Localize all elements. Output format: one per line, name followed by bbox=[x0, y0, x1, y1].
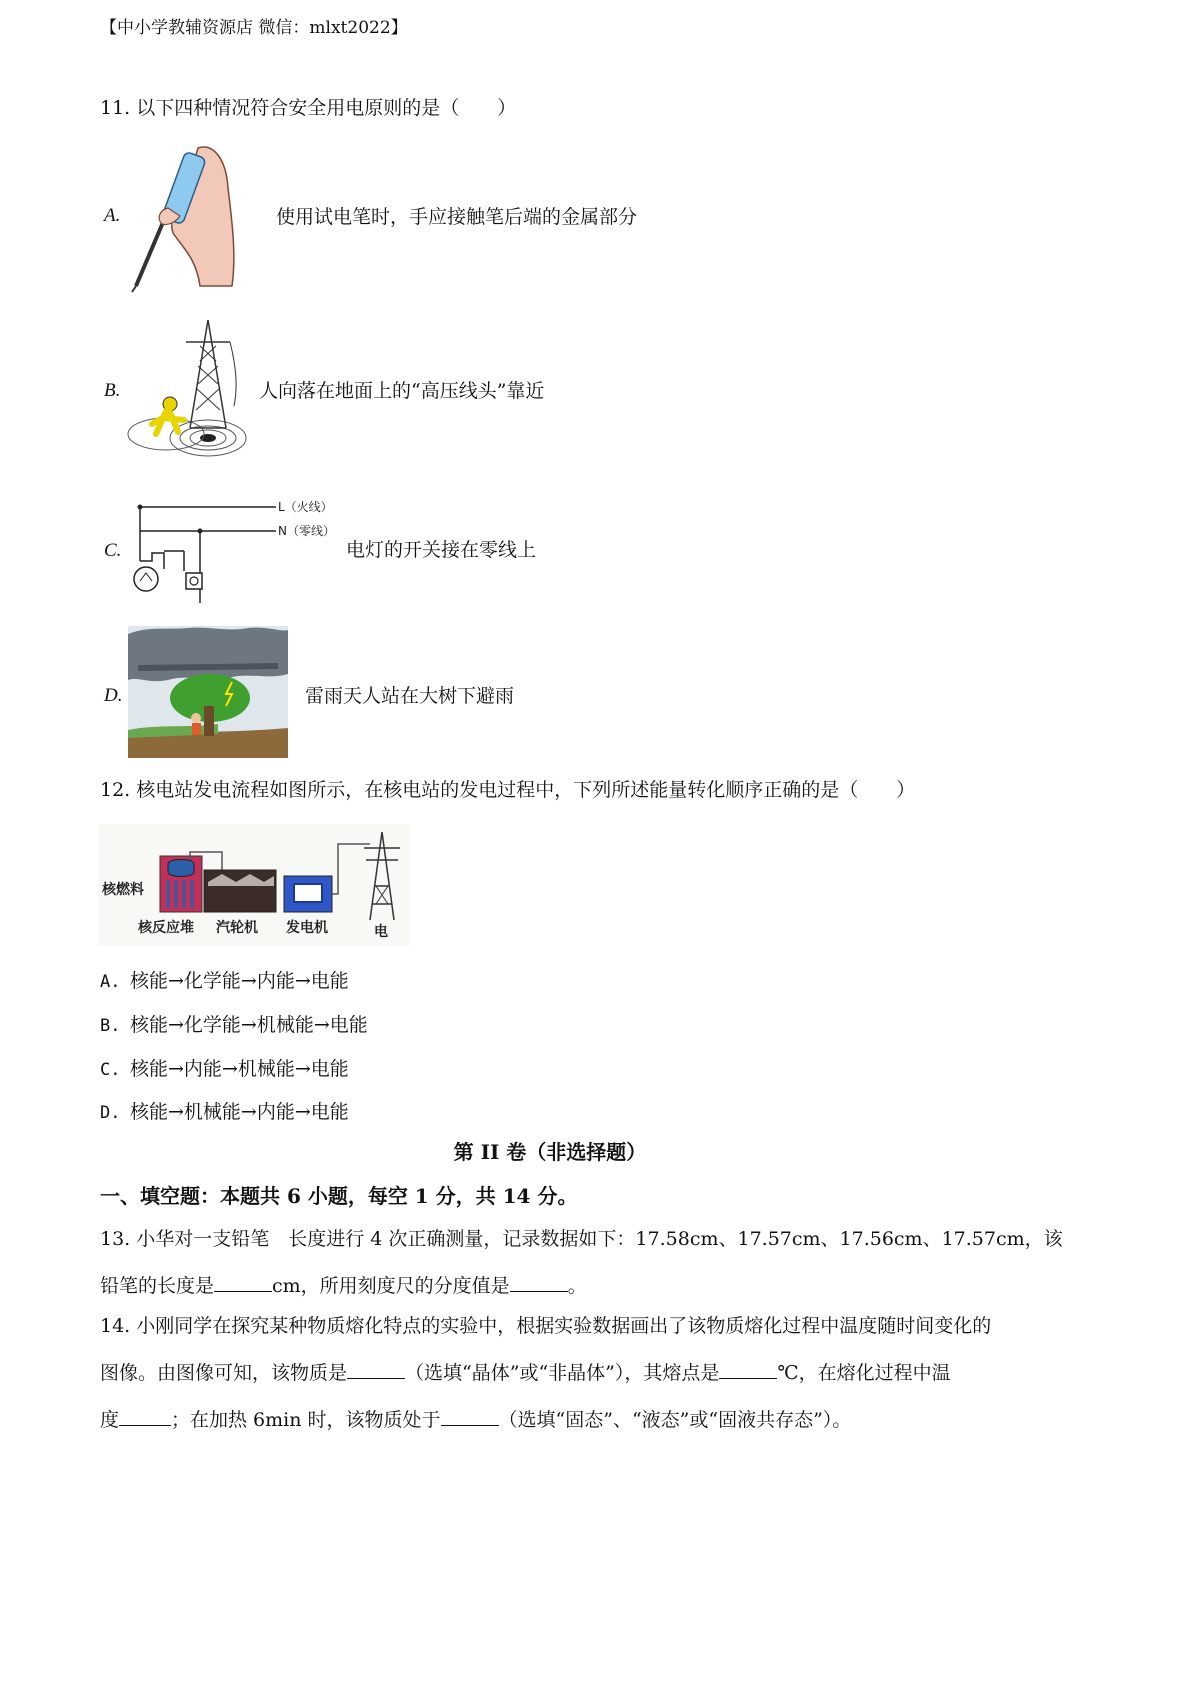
q11-option-d-text: 雷雨天人站在大树下避雨 bbox=[305, 685, 515, 707]
q12-option-d-text: 核能→机械能→内能→电能 bbox=[130, 1101, 349, 1123]
q11-option-d-label: D. bbox=[104, 685, 123, 706]
q12-option-b-label: B. bbox=[100, 1016, 121, 1036]
thunderstorm-tree-image bbox=[128, 626, 288, 758]
q13-text bbox=[100, 1216, 1100, 1310]
q14-part5: 度 bbox=[100, 1409, 120, 1431]
q14-part3: （选填“晶体”或“非晶体”），其熔点是 bbox=[405, 1362, 720, 1384]
q11-option-c-label: C. bbox=[104, 540, 122, 561]
q14-part2: 图像。由图像可知，该物质是 bbox=[100, 1362, 348, 1384]
q13-blank-length[interactable] bbox=[214, 1271, 272, 1292]
label-electricity: 电 bbox=[374, 924, 388, 940]
q12-option-a bbox=[100, 966, 349, 993]
q14-part7: （选填“固态”、“液态”或“固液共存态”）。 bbox=[498, 1409, 852, 1431]
q13-line1: 13. 小华对一支铅笔 长度进行 4 次正确测量，记录数据如下：17.58cm、17.57cm、17.56cm、17.57cm，该 bbox=[100, 1228, 1063, 1250]
header-watermark: 【中小学教辅资源店 微信：mlxt2022】 bbox=[100, 18, 408, 38]
q12-option-c bbox=[100, 1054, 349, 1081]
q11-option-c-text: 电灯的开关接在零线上 bbox=[346, 539, 537, 561]
q14-blank-state[interactable] bbox=[441, 1405, 499, 1426]
q14-blank-type[interactable] bbox=[347, 1358, 405, 1379]
high-voltage-tower-image bbox=[126, 316, 248, 464]
q14-line1: 14. 小刚同学在探究某种物质熔化特点的实验中，根据实验数据画出了该物质熔化过程中温度随时间变化的 bbox=[100, 1315, 992, 1337]
lamp-switch-circuit bbox=[126, 493, 338, 605]
q12-option-a-text: 核能→化学能→内能→电能 bbox=[130, 970, 349, 992]
label-turbine: 汽轮机 bbox=[216, 920, 258, 936]
q12-option-b-text: 核能→化学能→机械能→电能 bbox=[130, 1014, 368, 1036]
q12-option-c-label: C. bbox=[100, 1060, 121, 1080]
q14-blank-temperature[interactable] bbox=[119, 1405, 171, 1426]
circuit-live-label: L（火线） bbox=[278, 500, 333, 514]
q12-option-c-text: 核能→内能→机械能→电能 bbox=[130, 1058, 349, 1080]
q11-option-b-label: B. bbox=[104, 380, 121, 401]
label-fuel: 核燃料 bbox=[102, 882, 144, 898]
q12-option-d bbox=[100, 1097, 349, 1124]
q12-option-b bbox=[100, 1010, 368, 1037]
q11-stem: 11. 以下四种情况符合安全用电原则的是（ ） bbox=[100, 97, 517, 119]
q13-blank-division[interactable] bbox=[510, 1271, 568, 1292]
nuclear-power-flow-diagram bbox=[98, 824, 410, 946]
q14-text bbox=[100, 1303, 1100, 1444]
q13-part2: 铅笔的长度是 bbox=[100, 1275, 215, 1297]
section-title: 一、填空题：本题共 6 小题，每空 1 分，共 14 分。 bbox=[100, 1184, 578, 1208]
test-pen-image bbox=[128, 138, 238, 293]
q14-part4: ℃，在熔化过程中温 bbox=[777, 1362, 951, 1384]
q11-option-b-text: 人向落在地面上的“高压线头”靠近 bbox=[259, 380, 545, 402]
circuit-neutral-label: N（零线） bbox=[278, 524, 335, 538]
label-generator: 发电机 bbox=[286, 920, 328, 936]
q14-blank-melting-point[interactable] bbox=[719, 1358, 777, 1379]
q14-part6: ；在加热 6min 时，该物质处于 bbox=[171, 1409, 441, 1431]
q11-option-a-text: 使用试电笔时，手应接触笔后端的金属部分 bbox=[276, 206, 638, 228]
q12-option-a-label: A. bbox=[100, 972, 121, 992]
q12-option-d-label: D. bbox=[100, 1103, 121, 1123]
label-reactor: 核反应堆 bbox=[138, 920, 194, 936]
q13-part3: cm，所用刻度尺的分度值是 bbox=[272, 1275, 510, 1297]
q11-option-a-label: A. bbox=[104, 205, 121, 226]
q13-part4: 。 bbox=[567, 1275, 587, 1297]
part2-title: 第 II 卷（非选择题） bbox=[453, 1140, 647, 1164]
q12-stem: 12. 核电站发电流程如图所示，在核电站的发电过程中，下列所述能量转化顺序正确的是（ ） bbox=[100, 779, 916, 801]
